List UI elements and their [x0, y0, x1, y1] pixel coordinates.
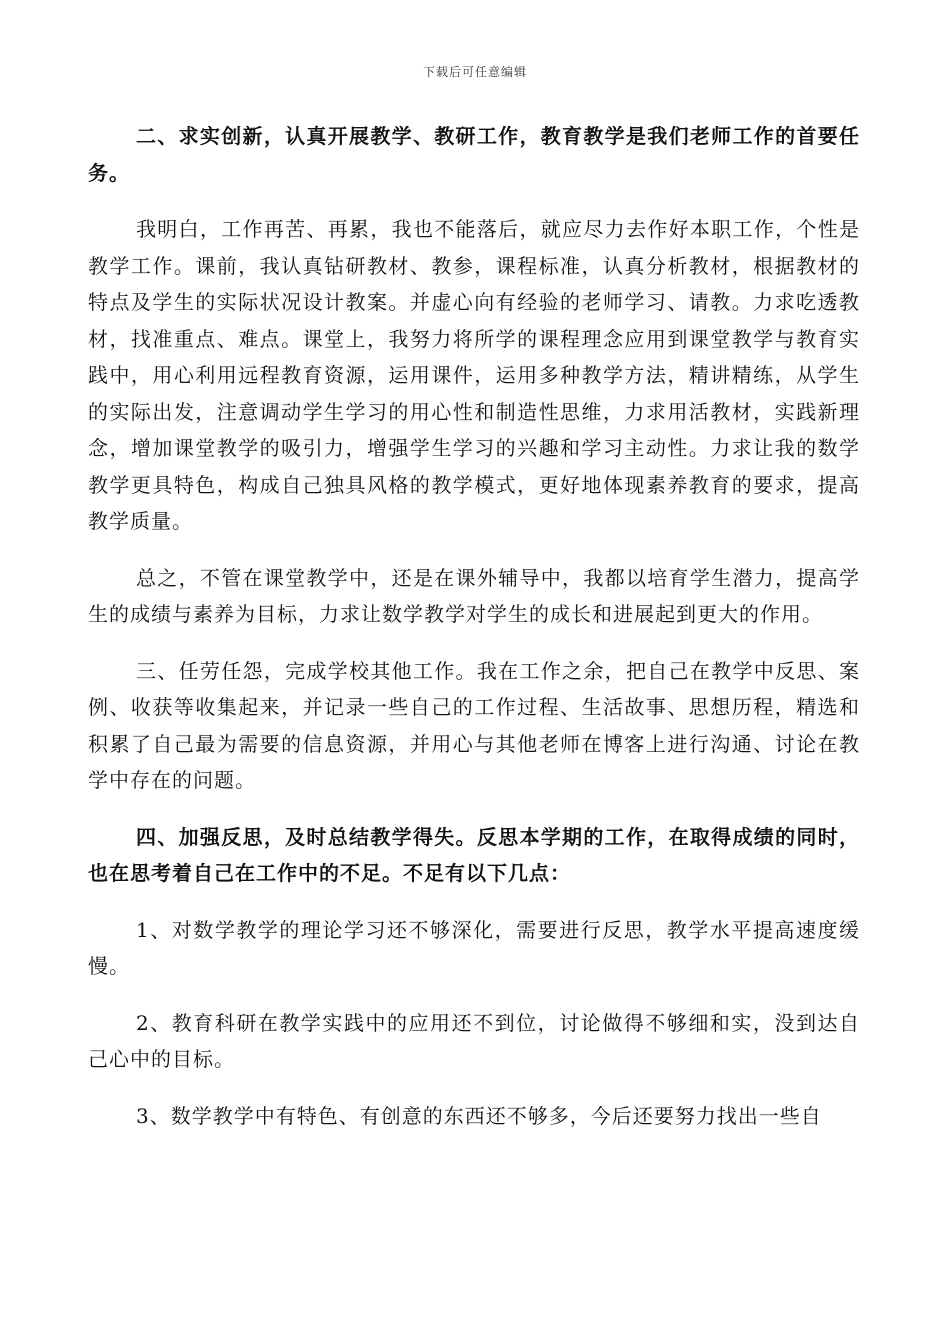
header-note: 下载后可任意编辑	[422, 65, 527, 79]
paragraph-heading-2: 二、求实创新，认真开展教学、教研工作，教育教学是我们老师工作的首要任务。	[88, 124, 860, 185]
paragraph-point-1: 1、对数学教学的理论学习还不够深化，需要进行反思，教学水平提高速度缓慢。	[88, 917, 860, 978]
document-body	[88, 118, 860, 1134]
paragraph-point-2: 2、教育科研在教学实践中的应用还不到位，讨论做得不够细和实，没到达自己心中的目标。	[88, 1010, 860, 1071]
paragraph-heading-3: 三、任劳任怨，完成学校其他工作。我在工作之余，把自己在教学中反思、案例、收获等收集起来，并记录一些自己的工作过程、生活故事、思想历程，精选和积累了自己最为需要的信息资源，并用心与其他老师在博客上进行沟通、讨论在教学中存在的问题。	[88, 658, 860, 792]
paragraph-point-3: 3、数学教学中有特色、有创意的东西还不够多，今后还要努力找出一些自	[136, 1103, 822, 1128]
paragraph-summary: 总之，不管在课堂教学中，还是在课外辅导中，我都以培育学生潜力，提高学生的成绩与素养为目标，力求让数学教学对学生的成长和进展起到更大的作用。	[88, 565, 860, 626]
paragraph-heading-4: 四、加强反思，及时总结教学得失。反思本学期的工作，在取得成绩的同时，也在思考着自己在工作中的不足。不足有以下几点：	[88, 824, 860, 885]
paragraph-teaching-work: 我明白，工作再苦、再累，我也不能落后，就应尽力去作好本职工作，个性是教学工作。课前，我认真钻研教材、教参，课程标准，认真分析教材，根据教材的特点及学生的实际状况设计教案。并虚心向有经验的老师学习、请教。力求吃透教材，找准重点、难点。课堂上，我努力将所学的课程理念应用到课堂教学与教育实践中，用心利用远程教育资源，运用课件，运用多种教学方法，精讲精练，从学生的实际出发，注意调动学生学习的用心性和制造性思维，力求用活教材，实践新理念，增加课堂教学的吸引力，增强学生学习的兴趣和学习主动性。力求让我的数学教学更具特色，构成自己独具风格的教学模式，更好地体现素养教育的要求，提高教学质量。	[88, 217, 860, 533]
